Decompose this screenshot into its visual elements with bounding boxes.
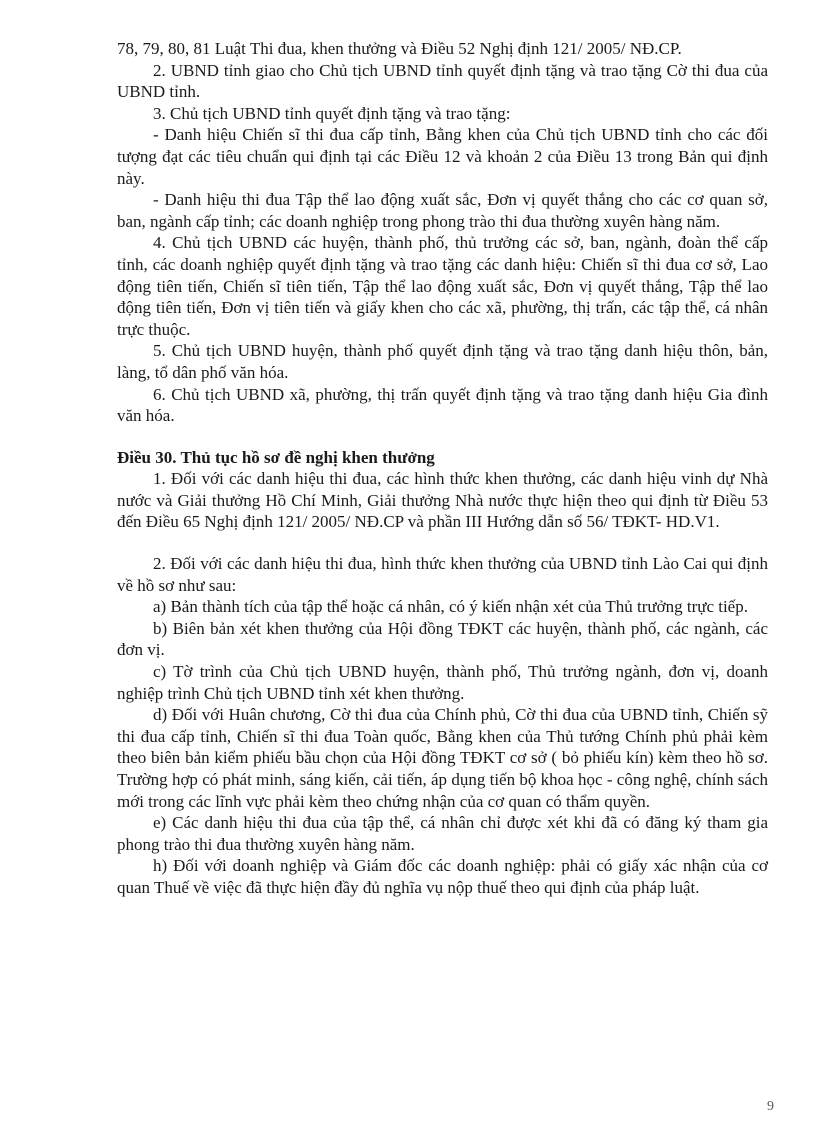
paragraph: e) Các danh hiệu thi đua của tập thể, cá nhân chỉ được xét khi đã có đăng ký tham gia phong trào thi đua thường xuyên hàng năm. — [117, 813, 768, 854]
paragraph: c) Tờ trình của Chủ tịch UBND huyện, thành phố, Thủ trưởng ngành, đơn vị, doanh nghiệp trình Chủ tịch UBND tỉnh xét khen thưởng. — [117, 662, 768, 703]
paragraph: a) Bản thành tích của tập thể hoặc cá nhân, có ý kiến nhận xét của Thủ trưởng trực tiếp. — [153, 597, 748, 617]
page-number: 9 — [767, 1099, 774, 1114]
paragraph: 5. Chủ tịch UBND huyện, thành phố quyết định tặng và trao tặng danh hiệu thôn, bản, làng, tổ dân phố văn hóa. — [117, 341, 768, 382]
paragraph: b) Biên bản xét khen thưởng của Hội đồng TĐKT các huyện, thành phố, các ngành, các đơn vị. — [117, 618, 768, 660]
paragraph: 3. Chủ tịch UBND tỉnh quyết định tặng và trao tặng: — [153, 103, 511, 123]
paragraph: d) Đối với Huân chương, Cờ thi đua của Chính phủ, Cờ thi đua của UBND tỉnh, Chiến sỹ thi đua cấp tỉnh, Chiến sĩ thi đua Toàn quốc, Bằng khen của Thủ tướng Chính phủ phải kèm theo biên bản kiểm phiếu bầu chọn của Hội đồng TĐKT cơ sở ( bỏ phiếu kín) kèm theo hồ sơ. Trường hợp có phát minh, sáng kiến, cải tiến, áp dụng tiến bộ khoa học - công nghệ, chính sách mới trong các lĩnh vực phải kèm theo chứng nhận của cơ quan có thẩm quyền. — [117, 705, 768, 811]
paragraph: - Danh hiệu thi đua Tập thể lao động xuất sắc, Đơn vị quyết thắng cho các cơ quan sở, ban, ngành cấp tỉnh; các doanh nghiệp trong phong trào thi đua thường xuyên hàng năm. — [117, 190, 768, 231]
paragraph: - Danh hiệu Chiến sĩ thi đua cấp tỉnh, Bằng khen của Chủ tịch UBND tỉnh cho các đối tượng đạt các tiêu chuẩn qui định tại các Điều 12 và khoản 2 của Điều 13 trong Bản qui định này. — [117, 125, 768, 188]
article-heading: Điều 30. Thủ tục hồ sơ đề nghị khen thưởng — [117, 447, 435, 467]
paragraph: 4. Chủ tịch UBND các huyện, thành phố, thủ trưởng các sở, ban, ngành, đoàn thể cấp tỉnh, các doanh nghiệp quyết định tặng và trao tặng các danh hiệu: Chiến sĩ thi đua cơ sở, Lao động tiên tiến, Chiến sĩ tiên tiến, Tập thể lao động xuất sắc, Đơn vị quyết thắng, Tập thể lao động tiên tiến, Đơn vị tiên tiến và giấy khen cho các xã, phường, thị trấn, các tập thể, cá nhân trực thuộc. — [117, 233, 768, 339]
paragraph: 1. Đối với các danh hiệu thi đua, các hình thức khen thưởng, các danh hiệu vinh dự Nhà nước và Giải thưởng Hồ Chí Minh, Giải thưởng Nhà nước thực hiện theo qui định từ Điều 53 đến Điều 65 Nghị định 121/ 2005/ NĐ.CP và phần III Hướng dẫn số 56/ TĐKT- HD.V1. — [117, 469, 768, 532]
paragraph: 6. Chủ tịch UBND xã, phường, thị trấn quyết định tặng và trao tặng danh hiệu Gia đình văn hóa. — [117, 384, 768, 426]
paragraph: 2. Đối với các danh hiệu thi đua, hình thức khen thưởng của UBND tỉnh Lào Cai qui định về hồ sơ như sau: — [117, 554, 768, 595]
paragraph: h) Đối với doanh nghiệp và Giám đốc các doanh nghiệp: phải có giấy xác nhận của cơ quan Thuế về việc đã thực hiện đầy đủ nghĩa vụ nộp thuế theo qui định của pháp luật. — [117, 856, 768, 897]
paragraph: 2. UBND tỉnh giao cho Chủ tịch UBND tỉnh quyết định tặng và trao tặng Cờ thi đua của UBND tỉnh. — [117, 60, 768, 102]
paragraph: 78, 79, 80, 81 Luật Thi đua, khen thưởng và Điều 52 Nghị định 121/ 2005/ NĐ.CP. — [117, 39, 682, 58]
